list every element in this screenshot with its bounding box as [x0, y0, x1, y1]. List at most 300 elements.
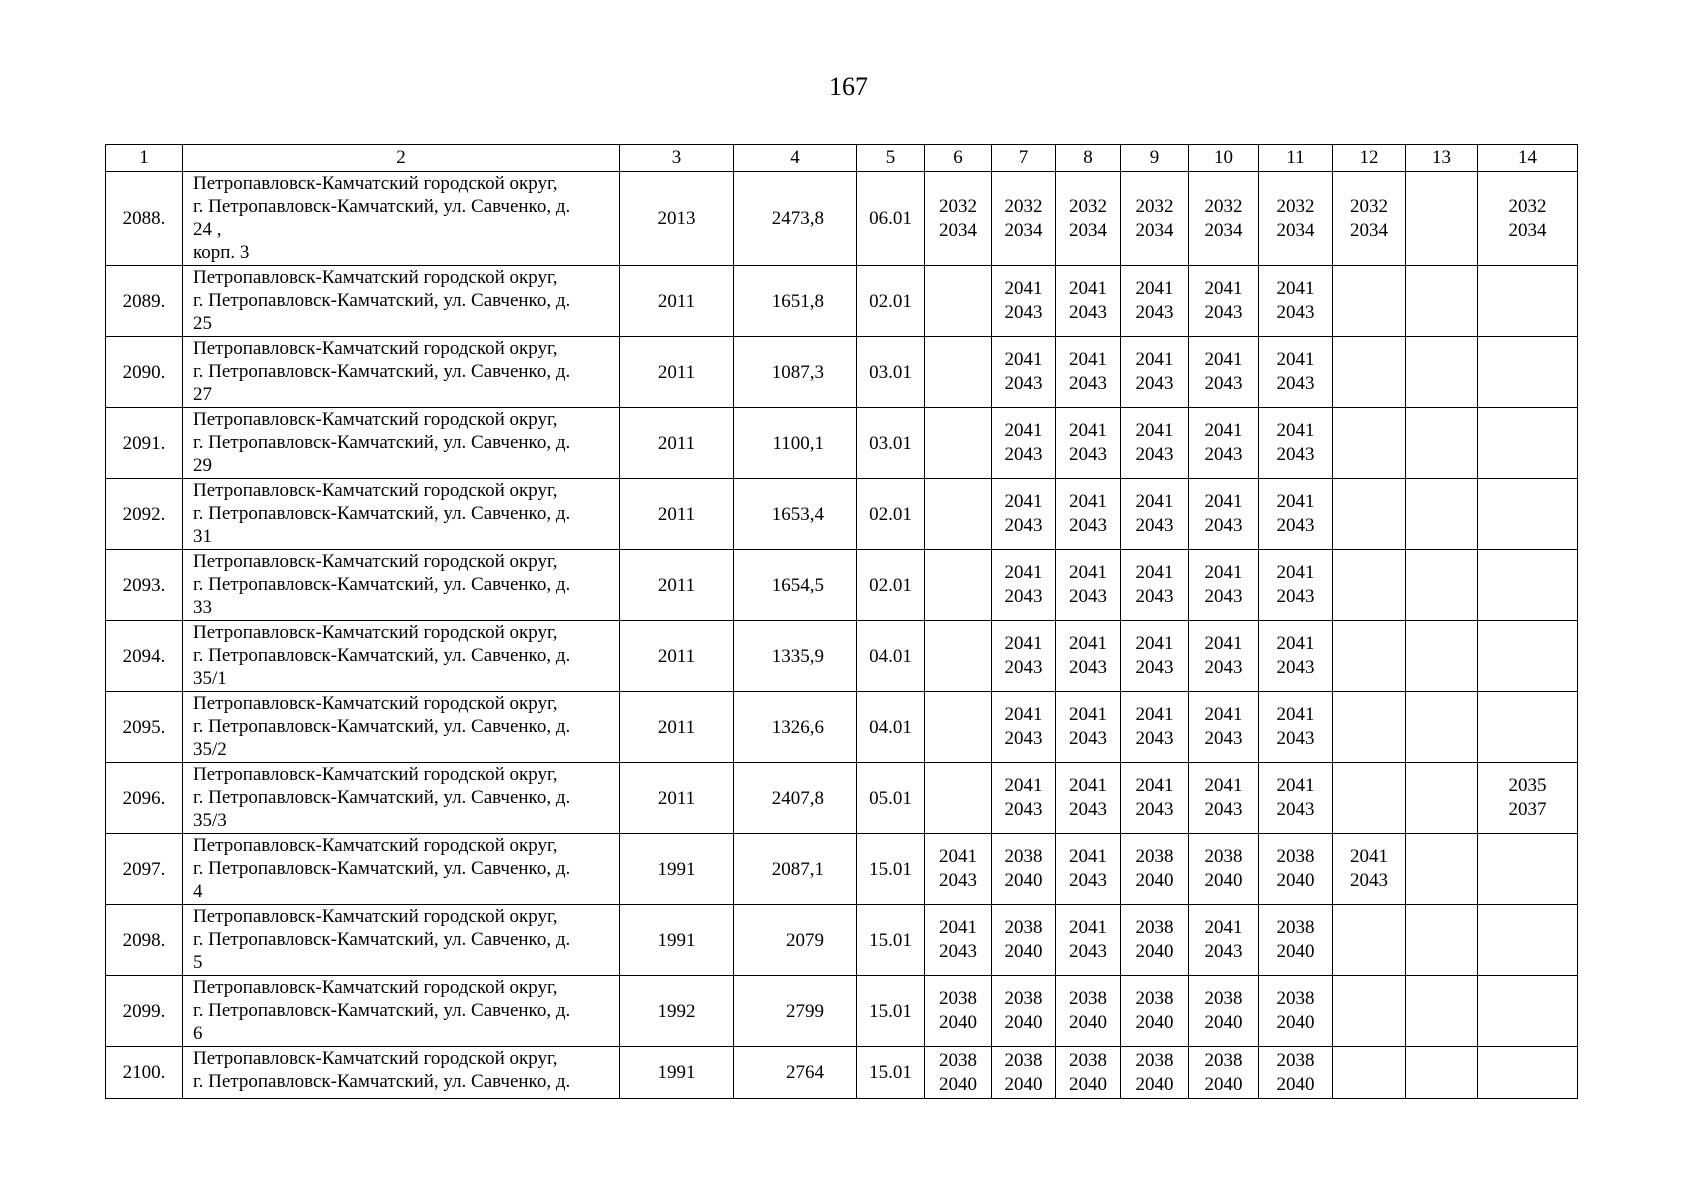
period-end-year: 2043 — [1135, 444, 1174, 465]
period-cell-col-10 — [1189, 172, 1259, 266]
period-cell-col-13 — [1406, 621, 1478, 692]
period-cell-col-7 — [992, 905, 1056, 976]
period-cell-col-7 — [992, 172, 1056, 266]
period-end-year: 2034 — [1350, 219, 1388, 241]
period-cell-col-9 — [1121, 266, 1189, 337]
period-start-year: 2041 — [1135, 491, 1174, 512]
address-line: Петропавловск-Камчатский городской округ, — [193, 1048, 558, 1069]
period-start-year: 2041 — [1350, 846, 1388, 867]
period-end-year: 2043 — [1135, 515, 1174, 536]
period-start-year: 2041 — [1276, 349, 1315, 370]
address-line: 29 — [193, 455, 212, 476]
period-end-year: 2043 — [1004, 657, 1043, 678]
period-start-year: 2041 — [1135, 775, 1174, 796]
period-cell-col-12 — [1333, 692, 1406, 763]
table-row — [106, 905, 1578, 976]
code-cell: 03.01 — [857, 337, 925, 408]
period-start-year: 2038 — [1069, 988, 1107, 1009]
period-start-year: 2038 — [939, 988, 977, 1009]
period-start-year: 2038 — [1069, 1049, 1107, 1071]
address-cell — [183, 1047, 620, 1099]
period-end-year: 2043 — [1069, 799, 1107, 820]
address-line: Петропавловск-Камчатский городской округ, — [193, 338, 558, 359]
code-cell: 06.01 — [857, 172, 925, 266]
period-end-year: 2040 — [1276, 941, 1315, 962]
period-cell-col-11 — [1259, 408, 1333, 479]
address-cell — [183, 172, 620, 266]
build-year-cell: 1991 — [620, 905, 734, 976]
period-start-year: 2038 — [1204, 846, 1243, 867]
period-start-year: 2041 — [1069, 420, 1107, 441]
period-end-year: 2040 — [1276, 1073, 1315, 1095]
period-cell-col-13 — [1406, 337, 1478, 408]
address-line: 5 — [193, 952, 203, 973]
period-end-year: 2043 — [1276, 799, 1315, 820]
area-cell: 1087,3 — [734, 337, 857, 408]
period-end-year: 2040 — [1135, 1073, 1174, 1095]
row-number-cell: 2095. — [106, 692, 183, 763]
table-row — [106, 550, 1578, 621]
period-end-year: 2034 — [1069, 219, 1107, 241]
period-start-year: 2041 — [1135, 704, 1174, 725]
address-line: г. Петропавловск-Камчатский, ул. Савченко, д. — [193, 290, 571, 311]
column-header-1: 1 — [106, 145, 183, 172]
period-start-year: 2041 — [1004, 278, 1043, 299]
period-cell-col-8 — [1056, 337, 1121, 408]
period-cell-col-10 — [1189, 692, 1259, 763]
period-cell-col-6 — [925, 550, 992, 621]
address-line: Петропавловск-Камчатский городской округ, — [193, 906, 558, 927]
address-line: Петропавловск-Камчатский городской округ, — [193, 267, 558, 288]
address-line: г. Петропавловск-Камчатский, ул. Савченко, д. — [193, 645, 571, 666]
period-cell-col-9 — [1121, 550, 1189, 621]
period-start-year: 2041 — [1276, 775, 1315, 796]
period-start-year: 2041 — [1135, 420, 1174, 441]
period-cell-col-14 — [1478, 976, 1578, 1047]
build-year-cell: 1991 — [620, 834, 734, 905]
code-cell: 04.01 — [857, 621, 925, 692]
period-cell-col-12 — [1333, 763, 1406, 834]
address-line: Петропавловск-Камчатский городской округ, — [193, 835, 558, 856]
area-cell: 2407,8 — [734, 763, 857, 834]
period-cell-col-6 — [925, 976, 992, 1047]
period-end-year: 2043 — [1204, 302, 1243, 323]
period-end-year: 2043 — [939, 870, 977, 891]
period-cell-col-10 — [1189, 408, 1259, 479]
period-cell-col-13 — [1406, 172, 1478, 266]
address-line: г. Петропавловск-Камчатский, ул. Савченко, д. — [193, 787, 571, 808]
period-end-year: 2034 — [1004, 219, 1043, 241]
column-header-4: 4 — [734, 145, 857, 172]
address-line: г. Петропавловск-Камчатский, ул. Савченко, д. — [193, 432, 571, 453]
address-cell — [183, 266, 620, 337]
period-end-year: 2040 — [1004, 1073, 1043, 1095]
period-start-year: 2041 — [1204, 491, 1243, 512]
period-start-year: 2041 — [1276, 278, 1315, 299]
period-cell-col-12 — [1333, 337, 1406, 408]
period-cell-col-7 — [992, 692, 1056, 763]
period-end-year: 2043 — [1204, 586, 1243, 607]
period-end-year: 2040 — [1204, 870, 1243, 891]
address-line: 35/3 — [193, 810, 227, 831]
period-cell-col-8 — [1056, 905, 1121, 976]
period-cell-col-6 — [925, 763, 992, 834]
period-start-year: 2041 — [1004, 491, 1043, 512]
period-end-year: 2043 — [1135, 657, 1174, 678]
period-end-year: 2040 — [1069, 1073, 1107, 1095]
period-start-year: 2041 — [939, 917, 977, 938]
period-start-year: 2041 — [1069, 491, 1107, 512]
period-start-year: 2041 — [1204, 278, 1243, 299]
period-end-year: 2034 — [939, 219, 977, 241]
period-cell-col-11 — [1259, 905, 1333, 976]
period-start-year: 2041 — [1004, 704, 1043, 725]
address-line: Петропавловск-Камчатский городской округ, — [193, 764, 558, 785]
period-cell-col-7 — [992, 834, 1056, 905]
address-cell — [183, 337, 620, 408]
address-line: г. Петропавловск-Камчатский, ул. Савченко, д. — [193, 1071, 571, 1092]
address-line: Петропавловск-Камчатский городской округ, — [193, 173, 558, 194]
period-start-year: 2041 — [1069, 704, 1107, 725]
period-cell-col-14 — [1478, 337, 1578, 408]
period-start-year: 2038 — [1004, 846, 1043, 867]
period-cell-col-9 — [1121, 337, 1189, 408]
period-end-year: 2040 — [939, 1073, 977, 1095]
area-cell: 1335,9 — [734, 621, 857, 692]
column-header-14: 14 — [1478, 145, 1578, 172]
address-cell — [183, 692, 620, 763]
period-cell-col-10 — [1189, 834, 1259, 905]
period-start-year: 2041 — [1069, 917, 1107, 938]
address-line: Петропавловск-Камчатский городской округ, — [193, 480, 558, 501]
period-start-year: 2038 — [1135, 917, 1174, 938]
address-line: Петропавловск-Камчатский городской округ, — [193, 693, 558, 714]
page-number: 167 — [829, 72, 868, 101]
period-cell-col-12 — [1333, 621, 1406, 692]
period-end-year: 2043 — [1276, 657, 1315, 678]
period-cell-col-7 — [992, 479, 1056, 550]
code-cell: 03.01 — [857, 408, 925, 479]
period-cell-col-11 — [1259, 172, 1333, 266]
area-cell: 2087,1 — [734, 834, 857, 905]
period-end-year: 2034 — [1276, 219, 1315, 241]
address-line: г. Петропавловск-Камчатский, ул. Савченко, д. — [193, 503, 571, 524]
period-start-year: 2041 — [1204, 420, 1243, 441]
period-end-year: 2043 — [1004, 373, 1043, 394]
period-cell-col-9 — [1121, 763, 1189, 834]
period-end-year: 2043 — [1135, 799, 1174, 820]
row-number-cell: 2096. — [106, 763, 183, 834]
period-end-year: 2043 — [1204, 799, 1243, 820]
address-line: 25 — [193, 313, 212, 334]
address-line: Петропавловск-Камчатский городской округ, — [193, 977, 558, 998]
period-start-year: 2038 — [1204, 1049, 1243, 1071]
code-cell: 04.01 — [857, 692, 925, 763]
column-header-10: 10 — [1189, 145, 1259, 172]
period-cell-col-10 — [1189, 1047, 1259, 1099]
period-cell-col-6 — [925, 479, 992, 550]
period-start-year: 2041 — [1069, 278, 1107, 299]
period-end-year: 2040 — [1004, 870, 1043, 891]
period-start-year: 2041 — [1004, 420, 1043, 441]
period-start-year: 2038 — [1004, 1049, 1043, 1071]
row-number-cell: 2091. — [106, 408, 183, 479]
period-start-year: 2038 — [1135, 846, 1174, 867]
address-line: г. Петропавловск-Камчатский, ул. Савченко, д. — [193, 1000, 571, 1021]
period-start-year: 2038 — [1276, 846, 1315, 867]
address-line: г. Петропавловск-Камчатский, ул. Савченко, д. — [193, 929, 571, 950]
area-cell: 1654,5 — [734, 550, 857, 621]
period-cell-col-13 — [1406, 692, 1478, 763]
code-cell: 15.01 — [857, 1047, 925, 1099]
period-cell-col-8 — [1056, 692, 1121, 763]
period-end-year: 2043 — [1276, 302, 1315, 323]
period-cell-col-6 — [925, 408, 992, 479]
address-line: г. Петропавловск-Камчатский, ул. Савченко, д. — [193, 574, 571, 595]
period-start-year: 2038 — [939, 1049, 977, 1071]
row-number-cell: 2097. — [106, 834, 183, 905]
period-start-year: 2041 — [1276, 562, 1315, 583]
address-line: г. Петропавловск-Камчатский, ул. Савченко, д. — [193, 196, 571, 217]
period-end-year: 2040 — [1276, 1012, 1315, 1033]
area-cell: 2764 — [734, 1047, 857, 1099]
period-cell-col-14 — [1478, 692, 1578, 763]
period-cell-col-9 — [1121, 172, 1189, 266]
period-cell-col-10 — [1189, 763, 1259, 834]
period-cell-col-9 — [1121, 408, 1189, 479]
period-start-year: 2041 — [1204, 633, 1243, 654]
period-end-year: 2040 — [1069, 1012, 1107, 1033]
address-line: 35/2 — [193, 739, 227, 760]
column-header-8: 8 — [1056, 145, 1121, 172]
period-end-year: 2043 — [1204, 728, 1243, 749]
period-cell-col-8 — [1056, 408, 1121, 479]
period-start-year: 2041 — [1004, 349, 1043, 370]
address-cell — [183, 834, 620, 905]
period-cell-col-14 — [1478, 408, 1578, 479]
period-cell-col-10 — [1189, 550, 1259, 621]
address-line: 6 — [193, 1023, 203, 1044]
period-start-year: 2041 — [1004, 775, 1043, 796]
period-cell-col-14 — [1478, 905, 1578, 976]
period-start-year: 2032 — [1135, 195, 1174, 217]
code-cell: 15.01 — [857, 834, 925, 905]
row-number-cell: 2100. — [106, 1047, 183, 1099]
column-header-3: 3 — [620, 145, 734, 172]
period-start-year: 2032 — [939, 195, 977, 217]
period-end-year: 2034 — [1508, 219, 1547, 241]
period-cell-col-6 — [925, 834, 992, 905]
period-cell-col-11 — [1259, 976, 1333, 1047]
address-cell — [183, 905, 620, 976]
period-end-year: 2043 — [1204, 657, 1243, 678]
period-cell-col-12 — [1333, 976, 1406, 1047]
period-cell-col-13 — [1406, 834, 1478, 905]
build-year-cell: 2011 — [620, 266, 734, 337]
area-cell: 1651,8 — [734, 266, 857, 337]
period-end-year: 2043 — [1004, 444, 1043, 465]
period-cell-col-9 — [1121, 834, 1189, 905]
period-cell-col-8 — [1056, 763, 1121, 834]
period-cell-col-6 — [925, 621, 992, 692]
period-start-year: 2041 — [1069, 633, 1107, 654]
period-end-year: 2043 — [1069, 728, 1107, 749]
period-cell-col-12 — [1333, 1047, 1406, 1099]
area-cell: 2799 — [734, 976, 857, 1047]
period-end-year: 2037 — [1508, 799, 1547, 820]
table-body — [106, 172, 1578, 1099]
period-start-year: 2035 — [1508, 775, 1547, 796]
address-line: Петропавловск-Камчатский городской округ, — [193, 409, 558, 430]
period-start-year: 2041 — [1135, 562, 1174, 583]
period-cell-col-11 — [1259, 550, 1333, 621]
row-number-cell: 2099. — [106, 976, 183, 1047]
period-start-year: 2041 — [1004, 562, 1043, 583]
period-end-year: 2043 — [1069, 586, 1107, 607]
row-number-cell: 2089. — [106, 266, 183, 337]
period-end-year: 2043 — [1135, 586, 1174, 607]
column-header-7: 7 — [992, 145, 1056, 172]
address-line: 35/1 — [193, 668, 227, 689]
period-start-year: 2041 — [1276, 633, 1315, 654]
period-start-year: 2032 — [1069, 195, 1107, 217]
build-year-cell: 2011 — [620, 763, 734, 834]
period-end-year: 2040 — [1204, 1012, 1243, 1033]
period-end-year: 2043 — [1276, 515, 1315, 536]
period-cell-col-13 — [1406, 408, 1478, 479]
period-end-year: 2040 — [1135, 870, 1174, 891]
period-end-year: 2043 — [1069, 373, 1107, 394]
period-cell-col-10 — [1189, 266, 1259, 337]
period-end-year: 2043 — [1004, 728, 1043, 749]
period-end-year: 2034 — [1135, 219, 1174, 241]
table-row — [106, 621, 1578, 692]
period-end-year: 2043 — [1069, 870, 1107, 891]
period-cell-col-8 — [1056, 550, 1121, 621]
code-cell: 02.01 — [857, 266, 925, 337]
period-start-year: 2041 — [1069, 349, 1107, 370]
period-cell-col-11 — [1259, 479, 1333, 550]
column-header-11: 11 — [1259, 145, 1333, 172]
period-end-year: 2040 — [939, 1012, 977, 1033]
period-start-year: 2038 — [1135, 1049, 1174, 1071]
period-start-year: 2038 — [1204, 988, 1243, 1009]
period-start-year: 2041 — [1276, 491, 1315, 512]
code-cell: 02.01 — [857, 550, 925, 621]
period-end-year: 2043 — [1069, 444, 1107, 465]
period-end-year: 2043 — [1004, 799, 1043, 820]
period-cell-col-13 — [1406, 763, 1478, 834]
area-cell: 1100,1 — [734, 408, 857, 479]
period-end-year: 2040 — [1004, 1012, 1043, 1033]
address-line: 27 — [193, 384, 212, 405]
table-row — [106, 172, 1578, 266]
period-start-year: 2041 — [1276, 420, 1315, 441]
period-start-year: 2041 — [1069, 562, 1107, 583]
period-start-year: 2032 — [1204, 195, 1243, 217]
address-line: г. Петропавловск-Камчатский, ул. Савченко, д. — [193, 361, 571, 382]
period-cell-col-9 — [1121, 976, 1189, 1047]
table-row — [106, 337, 1578, 408]
period-end-year: 2043 — [1135, 302, 1174, 323]
period-start-year: 2041 — [1204, 775, 1243, 796]
row-number-cell: 2088. — [106, 172, 183, 266]
column-header-5: 5 — [857, 145, 925, 172]
period-cell-col-11 — [1259, 621, 1333, 692]
row-number-cell: 2098. — [106, 905, 183, 976]
period-cell-col-9 — [1121, 1047, 1189, 1099]
period-cell-col-14 — [1478, 763, 1578, 834]
table-row — [106, 976, 1578, 1047]
period-end-year: 2043 — [1069, 941, 1107, 962]
row-number-cell: 2092. — [106, 479, 183, 550]
address-cell — [183, 621, 620, 692]
period-end-year: 2043 — [1069, 302, 1107, 323]
period-cell-col-8 — [1056, 172, 1121, 266]
period-cell-col-9 — [1121, 692, 1189, 763]
period-cell-col-12 — [1333, 905, 1406, 976]
code-cell: 15.01 — [857, 905, 925, 976]
code-cell: 15.01 — [857, 976, 925, 1047]
period-cell-col-6 — [925, 1047, 992, 1099]
table-row — [106, 408, 1578, 479]
period-end-year: 2040 — [1276, 870, 1315, 891]
period-cell-col-11 — [1259, 834, 1333, 905]
period-end-year: 2043 — [1004, 515, 1043, 536]
period-cell-col-7 — [992, 550, 1056, 621]
address-line: 24 , — [193, 219, 222, 240]
address-cell — [183, 550, 620, 621]
period-cell-col-12 — [1333, 479, 1406, 550]
period-cell-col-10 — [1189, 976, 1259, 1047]
code-cell: 05.01 — [857, 763, 925, 834]
period-cell-col-7 — [992, 337, 1056, 408]
build-year-cell: 2011 — [620, 692, 734, 763]
period-cell-col-6 — [925, 692, 992, 763]
build-year-cell: 2011 — [620, 479, 734, 550]
address-line: г. Петропавловск-Камчатский, ул. Савченко, д. — [193, 858, 571, 879]
period-start-year: 2041 — [1204, 562, 1243, 583]
period-cell-col-6 — [925, 266, 992, 337]
table-row — [106, 692, 1578, 763]
period-start-year: 2041 — [1135, 349, 1174, 370]
period-cell-col-13 — [1406, 550, 1478, 621]
build-year-cell: 2013 — [620, 172, 734, 266]
period-end-year: 2043 — [1069, 657, 1107, 678]
period-cell-col-7 — [992, 408, 1056, 479]
period-cell-col-11 — [1259, 266, 1333, 337]
period-cell-col-11 — [1259, 337, 1333, 408]
period-cell-col-13 — [1406, 905, 1478, 976]
period-cell-col-12 — [1333, 408, 1406, 479]
table-row — [106, 834, 1578, 905]
period-start-year: 2041 — [1069, 846, 1107, 867]
period-cell-col-14 — [1478, 1047, 1578, 1099]
period-cell-col-14 — [1478, 479, 1578, 550]
period-cell-col-13 — [1406, 976, 1478, 1047]
period-start-year: 2038 — [1276, 917, 1315, 938]
period-cell-col-8 — [1056, 479, 1121, 550]
period-start-year: 2038 — [1004, 917, 1043, 938]
period-cell-col-8 — [1056, 976, 1121, 1047]
period-cell-col-9 — [1121, 905, 1189, 976]
period-end-year: 2043 — [1069, 515, 1107, 536]
area-cell: 2079 — [734, 905, 857, 976]
housing-register-table — [105, 144, 1578, 1099]
address-cell — [183, 763, 620, 834]
address-line: 31 — [193, 526, 212, 547]
column-header-9: 9 — [1121, 145, 1189, 172]
